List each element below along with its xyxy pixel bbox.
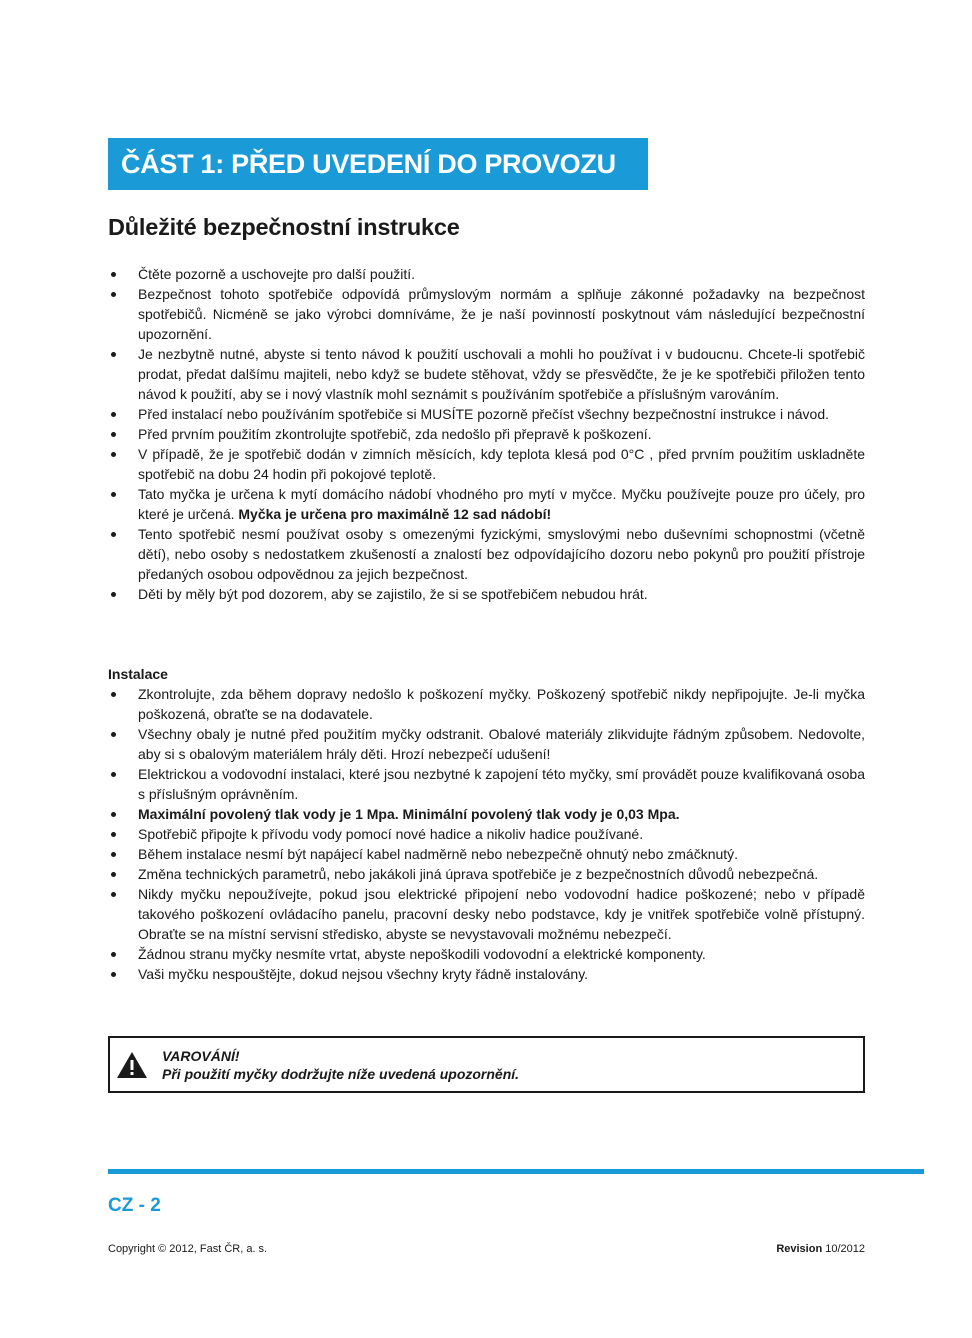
list-item-capacity	[108, 484, 865, 524]
list-item: Elektrickou a vodovodní instalaci, které jsou nezbytné k zapojení této myčky, smí provádět pouze kvalifikovaná osoba s příslušným oprávněním.	[108, 764, 865, 804]
page-subtitle: Důležité bezpečnostní instrukce	[108, 214, 460, 240]
installation-heading: Instalace	[108, 666, 168, 682]
safety-list	[108, 264, 865, 604]
list-item: Během instalace nesmí být napájecí kabel nadměrně nebo nebezpečně ohnutý nebo zmáčknutý.	[108, 844, 865, 864]
list-item: Bezpečnost tohoto spotřebiče odpovídá průmyslovým normám a splňuje zákonné požadavky na bezpečnost spotřebičů. Nicméně se jako výrobci domníváme, že je naší povinností poskytnout vám následující bezpečnostní upozornění.	[108, 284, 865, 344]
list-item: Čtěte pozorně a uschovejte pro další použití.	[108, 264, 865, 284]
list-item: Všechny obaly je nutné před použitím myčky odstranit. Obalové materiály zlikvidujte řádným způsobem. Nedovolte, aby si s obalovým materiálem hrály děti. Hrozí nebezpečí udušení!	[108, 724, 865, 764]
list-item: Je nezbytně nutné, abyste si tento návod k použití uschovali a mohli ho používat i v budoucnu. Chcete-li spotřebič prodat, předat dalšímu majiteli, nebo když se budete stěhovat, vždy se přesvědčte, že je ke spotřebiči přiložen tento návod k použití, aby se i nový vlastník mohl seznámit s používáním spotřebiče a příslušným varováním.	[108, 344, 865, 404]
footer-divider	[108, 1169, 924, 1174]
revision	[776, 1243, 865, 1255]
list-item: Před instalací nebo používáním spotřebiče si MUSÍTE pozorně přečíst všechny bezpečnostní instrukce i návod.	[108, 404, 865, 424]
warning-box	[108, 1036, 865, 1093]
list-item: Zkontrolujte, zda během dopravy nedošlo k poškození myčky. Poškozený spotřebič nikdy nepřipojujte. Je-li myčka poškozená, obraťte se na dodavatele.	[108, 684, 865, 724]
revision-value: 10/2012	[825, 1243, 865, 1255]
list-item: Změna technických parametrů, nebo jakákoli jiná úprava spotřebiče je z bezpečnostních důvodů nebezpečná.	[108, 864, 865, 884]
installation-list	[108, 684, 865, 984]
warning-triangle-icon	[116, 1051, 148, 1079]
list-item: Děti by měly být pod dozorem, aby se zajistilo, že si se spotřebičem nebudou hrát.	[108, 584, 865, 604]
installation-section	[108, 664, 865, 984]
warning-title: VAROVÁNÍ!	[162, 1048, 240, 1064]
capacity-bold-text: Myčka je určena pro maximálně 12 sad nádobí!	[238, 506, 552, 522]
copyright: Copyright © 2012, Fast ČR, a. s.	[108, 1243, 268, 1255]
list-item: Nikdy myčku nepoužívejte, pokud jsou elektrické připojení nebo vodovodní hadice poškozené; nebo v případě takového poškození ovládacího panelu, pracovní desky nebo podstavce, kdy je vnitřek spotřebiče volně přístupný. Obraťte se na místní servisní středisko, abyste se nevystavovali možnému nebezpečí.	[108, 884, 865, 944]
list-item: Spotřebič připojte k přívodu vody pomocí nové hadice a nikoliv hadice používané.	[108, 824, 865, 844]
warning-message: Při použití myčky dodržujte níže uvedená upozornění.	[162, 1066, 520, 1082]
list-item: Žádnou stranu myčky nesmíte vrtat, abyste nepoškodili vodovodní a elektrické komponenty.	[108, 944, 865, 964]
page-number: CZ - 2	[108, 1195, 161, 1216]
list-item: Před prvním použitím zkontrolujte spotřebič, zda nedošlo při přepravě k poškození.	[108, 424, 865, 444]
revision-label: Revision	[776, 1243, 823, 1255]
safety-instructions	[108, 264, 865, 604]
list-item: Tento spotřebič nesmí používat osoby s omezenými fyzickými, smyslovými nebo duševními schopnostmi (včetně dětí), nebo osoby s nedostatkem zkušeností a znalostí bez odpovídajícího dozoru nebo pokynů pro použití přístroje předaných osobou odpovědnou za jejich bezpečnost.	[108, 524, 865, 584]
section-title-banner: ČÁST 1: PŘED UVEDENÍ DO PROVOZU	[108, 138, 648, 190]
list-item-pressure: Maximální povolený tlak vody je 1 Mpa. Minimální povolený tlak vody je 0,03 Mpa.	[108, 804, 865, 824]
list-item: Vaši myčku nespouštějte, dokud nejsou všechny kryty řádně instalovány.	[108, 964, 865, 984]
warning-text	[162, 1047, 519, 1083]
list-item: V případě, že je spotřebič dodán v zimních měsících, kdy teplota klesá pod 0°C , před prvním použitím uskladněte spotřebič na dobu 24 hodin při pokojové teplotě.	[108, 444, 865, 484]
capacity-text: Tato myčka je určena k mytí domácího nádobí vhodného pro mytí v myčce. Myčku používejte pouze pro účely, pro které je určená.	[138, 486, 865, 522]
